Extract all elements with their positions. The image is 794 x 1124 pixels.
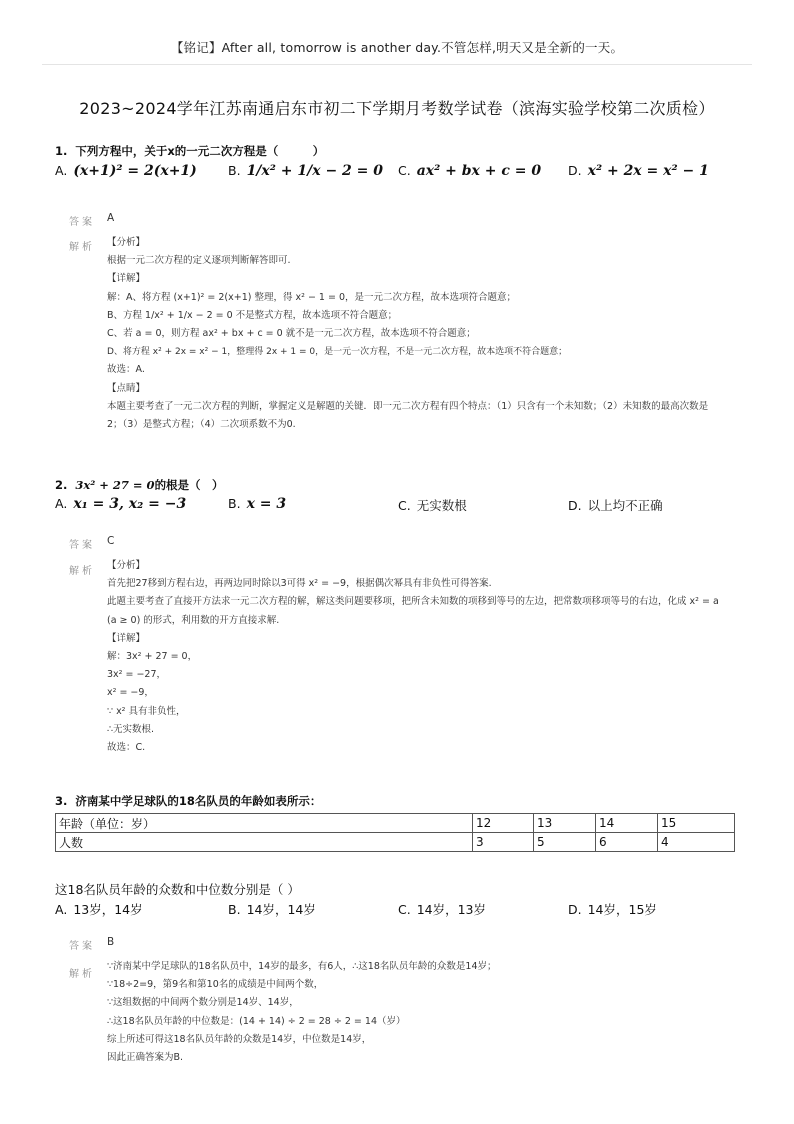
analysis-tag: 解析 xyxy=(69,566,95,577)
age-table xyxy=(55,813,735,852)
question-3-question: 这18名队员年龄的众数和中位数分别是（ ） xyxy=(55,882,300,897)
analysis-tag: 解析 xyxy=(69,242,95,253)
analysis-tag: 解析 xyxy=(69,969,95,980)
q3-option-a[interactable]: A. 13岁，14岁 xyxy=(55,902,143,917)
table-cell: 6 xyxy=(596,833,658,852)
answer-tag: 答案 xyxy=(69,217,95,228)
q2-option-c[interactable]: C. 无实数根 xyxy=(398,498,467,513)
q1-option-c[interactable]: C. ax² + bx + c = 0 xyxy=(398,163,542,179)
page-title: 2023~2024学年江苏南通启东市初二下学期月考数学试卷（滨海实验学校第二次质检） xyxy=(79,99,715,118)
question-1-options xyxy=(55,160,745,192)
q1-answer: A xyxy=(107,212,115,224)
table-cell: 年龄（单位：岁） xyxy=(56,814,473,833)
q3-option-b[interactable]: B. 14岁，14岁 xyxy=(228,902,316,917)
answer-tag: 答案 xyxy=(69,941,95,952)
question-2-stem: 2. 3x² + 27 = 0的根是（ ） xyxy=(55,478,224,492)
header-divider xyxy=(42,64,752,65)
q3-option-d[interactable]: D. 14岁，15岁 xyxy=(568,902,657,917)
q2-option-d[interactable]: D. 以上均不正确 xyxy=(568,498,663,513)
table-cell: 3 xyxy=(473,833,534,852)
question-3-options xyxy=(55,900,745,924)
table-row xyxy=(56,814,735,833)
q1-option-a[interactable]: A. (x+1)² = 2(x+1) xyxy=(55,163,197,179)
table-row xyxy=(56,833,735,852)
q3-explanation: ∵济南某中学足球队的18名队员中，14岁的最多，有6人，∴这18名队员年龄的众数是14岁； ∵18÷2=9，第9名和第10名的成绩是中间两个数， ∵这组数据的中间两个数分别是14岁、14岁， ∴这18名队员年龄的中位数是：(14 + 14) ÷ 2 = 28 ÷ 2 = 14（岁） 综上所述可得这18名队员年龄的众数是14岁，中位数是14岁， 因此正确答案为B. xyxy=(107,961,497,1064)
table-cell: 14 xyxy=(596,814,658,833)
table-cell: 4 xyxy=(658,833,735,852)
table-cell: 人数 xyxy=(56,833,473,852)
motto: 【铭记】After all, tomorrow is another day.不管怎样,明天又是全新的一天。 xyxy=(170,40,624,55)
answer-tag: 答案 xyxy=(69,540,95,551)
table-cell: 12 xyxy=(473,814,534,833)
q2-option-a[interactable]: A. x₁ = 3, x₂ = −3 xyxy=(55,496,187,512)
question-1-stem: 1. 下列方程中，关于x的一元二次方程是（ ） xyxy=(55,144,325,158)
q3-option-c[interactable]: C. 14岁，13岁 xyxy=(398,902,487,917)
q1-option-b[interactable]: B. 1/x² + 1/x − 2 = 0 xyxy=(228,163,384,179)
table-cell: 15 xyxy=(658,814,735,833)
table-cell: 5 xyxy=(534,833,596,852)
q3-answer: B xyxy=(107,936,115,948)
q1-option-d[interactable]: D. x² + 2x = x² − 1 xyxy=(568,163,709,179)
table-cell: 13 xyxy=(534,814,596,833)
q1-explanation: 【分析】 根据一元二次方程的定义逐项判断解答即可. 【详解】 解：A、将方程 (x+1)² = 2(x+1) 整理，得 x² − 1 = 0，是一元二次方程，故本选项符合题意； B、方程 1/x² + 1/x − 2 = 0 不是整式方程，故本选项不符合题意； C、若 a = 0，则方程 ax² + bx + c = 0 就不是一元二次方程，故本选项不符合题意； D、将方程 x² + 2x = x² − 1，整理得 2x + 1 = 0，是一元一次方程，不是一元二次方程，故本选项不符合题意； 故选：A. 【点睛】 本题主要考查了一元二次方程的判断，掌握定义是解题的关键．即一元二次方程有四个特点：（1）只含有一个未知数；（2）未知数的最高次数是2；（3）是整式方程；（4）二次项系数不为0. xyxy=(107,237,709,431)
q2-option-b[interactable]: B. x = 3 xyxy=(228,496,287,512)
q2-answer: C xyxy=(107,535,115,547)
question-3-stem: 3. 济南某中学足球队的18名队员的年龄如表所示： xyxy=(55,794,322,808)
q2-explanation: 【分析】 首先把27移到方程右边，再两边同时除以3可得 x² = −9，根据偶次幂具有非负性可得答案. 此题主要考查了直接开方法求一元二次方程的解，解这类问题要移项，把所含未知数的项移到等号的左边，把常数项移项等号的右边，化成 x² = a (a ≥ 0) 的形式，利用数的开方直接求解. 【详解】 解：3x² + 27 = 0， 3x² = −27， x² = −9， ∵ x² 具有非负性， ∴无实数根. 故选：C. xyxy=(107,560,719,754)
question-2-options xyxy=(55,496,745,520)
